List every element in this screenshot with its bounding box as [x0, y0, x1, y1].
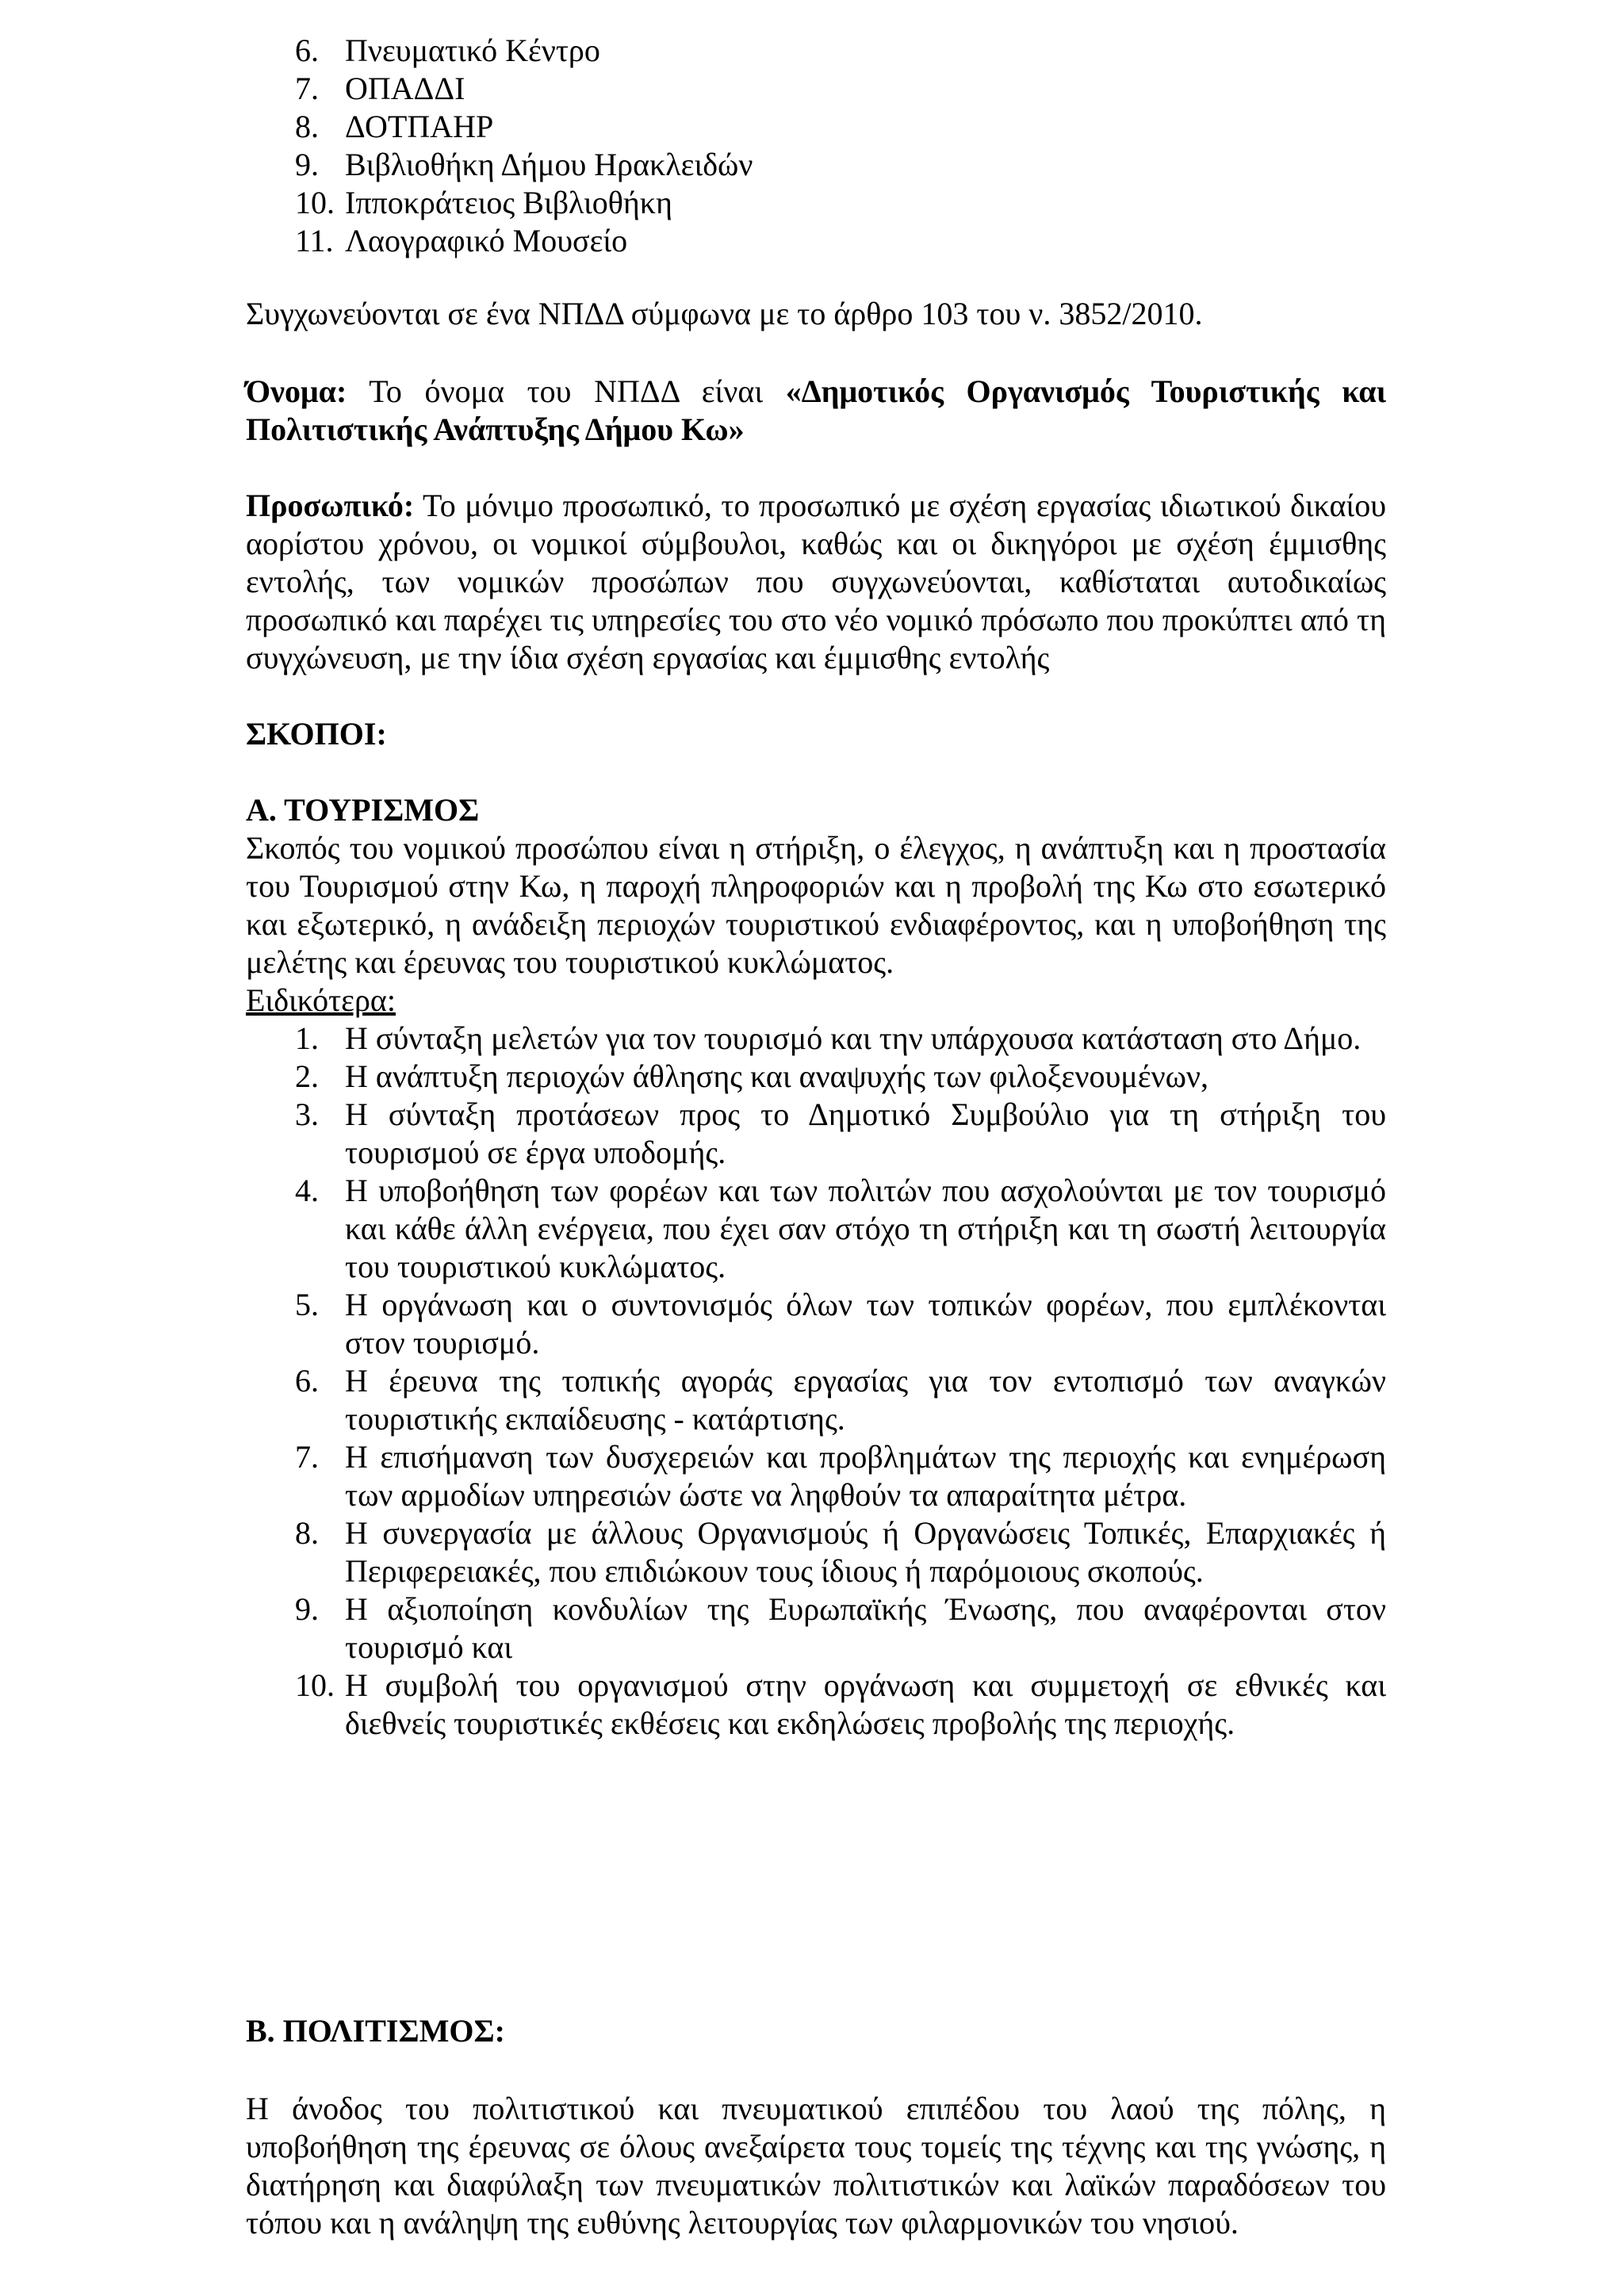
list-item	[246, 1362, 1386, 1438]
list-item-number: 10.	[295, 1667, 335, 1703]
list-item	[246, 1590, 1386, 1667]
list-item	[246, 1286, 1386, 1362]
list-item-number: 10.	[295, 185, 335, 220]
merge-statement: Συγχωνεύονται σε ένα ΝΠΔΔ σύμφωνα με το άρθρο 103 του ν. 3852/2010.	[246, 296, 1203, 331]
list-item-number: 6.	[295, 1363, 319, 1399]
list-item-number: 3.	[295, 1096, 319, 1132]
list-item	[246, 1096, 1386, 1172]
list-item-number: 5.	[295, 1287, 319, 1322]
list-item-text: Η ανάπτυξη περιοχών άθλησης και αναψυχής των φιλοξενουμένων,	[345, 1058, 1208, 1094]
list-item-number: 8.	[295, 1515, 319, 1551]
goals-heading: ΣΚΟΠΟΙ:	[246, 716, 387, 752]
list-item-number: 6.	[295, 33, 319, 68]
list-item-number: 7.	[295, 1439, 319, 1475]
list-item-text: Η υποβοήθηση των φορέων και των πολιτών που ασχολούνται με τον τουρισμό και κάθε άλλη ενέργεια, που έχει σαν στόχο τη στήριξη και τη σωστή λειτουργία του τουριστικού κυκλώματος.	[345, 1173, 1386, 1284]
list-item-text: Λαογραφικό Μουσείο	[345, 223, 628, 258]
list-item-number: 9.	[295, 1591, 319, 1627]
list-item	[246, 1058, 1386, 1096]
name-text: Το όνομα του ΝΠΔΔ είναι	[347, 373, 786, 409]
list-item-text: ΔΟΤΠΑΗΡ	[345, 109, 494, 144]
staff-label: Προσωπικό:	[246, 488, 415, 523]
list-item-text: Η οργάνωση και ο συντονισμός όλων των τοπικών φορέων, που εμπλέκονται στον τουρισμό.	[345, 1287, 1386, 1360]
list-item	[246, 1667, 1386, 1743]
list-item-text: ΟΠΑΔΔΙ	[345, 71, 465, 106]
name-label: Όνομα:	[246, 373, 347, 409]
list-item-text: Η σύνταξη προτάσεων προς το Δημοτικό Συμβούλιο για τη στήριξη του τουρισμού σε έργα υποδομής.	[345, 1096, 1386, 1170]
list-item-text: Η αξιοποίηση κονδυλίων της Ευρωπαϊκής Ένωσης, που αναφέρονται στον τουρισμό και	[345, 1591, 1386, 1665]
culture-heading: Β. ΠΟΛΙΤΙΣΜΟΣ:	[246, 2013, 505, 2049]
list-item-text: Πνευματικό Κέντρο	[345, 33, 600, 68]
culture-intro: Η άνοδος του πολιτιστικού και πνευματικού επιπέδου του λαού της πόλης, η υποβοήθηση της έρευνας σε όλους ανεξαίρετα τους τομείς της τέχνης και της γνώσης, η διατήρηση και διαφύλαξη των πνευματικών πολιτιστικών και λαϊκών παραδόσεων του τόπου και η ανάληψη της ευθύνης λειτουργίας των φιλαρμονικών του νησιού.	[246, 2091, 1386, 2241]
list-item	[246, 70, 1386, 108]
list-item	[246, 1020, 1386, 1058]
list-item-number: 1.	[295, 1020, 319, 1056]
list-item	[246, 222, 1386, 260]
list-item	[246, 146, 1386, 184]
tourism-heading: Α. ΤΟΥΡΙΣΜΟΣ	[246, 792, 480, 828]
organization-name: «Δημοτικός Οργανισμός Τουριστικής και Πολιτιστικής Ανάπτυξης Δήμου Κω»	[246, 373, 1386, 447]
list-item-number: 7.	[295, 71, 319, 106]
list-item	[246, 184, 1386, 222]
list-item	[246, 1172, 1386, 1286]
specifics-label: Ειδικότερα:	[246, 982, 396, 1018]
list-item-number: 2.	[295, 1058, 319, 1094]
list-item-number: 4.	[295, 1173, 319, 1208]
name-paragraph	[246, 373, 1386, 449]
list-item-text: Η σύνταξη μελετών για τον τουρισμό και την υπάρχουσα κατάσταση στο Δήμο.	[345, 1020, 1362, 1056]
list-item	[246, 32, 1386, 70]
list-item-number: 9.	[295, 147, 319, 182]
list-item	[246, 1514, 1386, 1590]
tourism-goals-list	[246, 1020, 1386, 1743]
list-item-text: Η συνεργασία με άλλους Οργανισμούς ή Οργανώσεις Τοπικές, Επαρχιακές ή Περιφερειακές, που επιδιώκουν τους ίδιους ή παρόμοιους σκοπούς.	[345, 1515, 1386, 1589]
list-item-number: 8.	[295, 109, 319, 144]
list-item-text: Η έρευνα της τοπικής αγοράς εργασίας για τον εντοπισμό των αναγκών τουριστικής εκπαίδευσης - κατάρτισης.	[345, 1363, 1386, 1437]
tourism-intro: Σκοπός του νομικού προσώπου είναι η στήριξη, ο έλεγχος, η ανάπτυξη και η προστασία του Τουρισμού στην Κω, η παροχή πληροφοριών και η προβολή της Κω στο εσωτερικό και εξωτερικό, η ανάδειξη περιοχών τουριστικού ενδιαφέροντος, και η υποβοήθηση της μελέτης και έρευνας του τουριστικού κυκλώματος.	[246, 830, 1386, 980]
list-item	[246, 1438, 1386, 1514]
list-item	[246, 108, 1386, 146]
merged-entities-list	[246, 32, 1386, 260]
list-item-text: Η συμβολή του οργανισμού στην οργάνωση και συμμετοχή σε εθνικές και διεθνείς τουριστικές εκθέσεις και εκδηλώσεις προβολής της περιοχής.	[345, 1667, 1386, 1741]
list-item-text: Η επισήμανση των δυσχερειών και προβλημάτων της περιοχής και ενημέρωση των αρμοδίων υπηρεσιών ώστε να ληφθούν τα απαραίτητα μέτρα.	[345, 1439, 1386, 1513]
list-item-number: 11.	[295, 223, 334, 258]
staff-text: Το μόνιμο προσωπικό, το προσωπικό με σχέση εργασίας ιδιωτικού δικαίου αορίστου χρόνου, οι νομικοί σύμβουλοι, καθώς και οι δικηγόροι με σχέση έμμισθης εντολής, των νομικών προσώπων που συγχωνεύονται, καθίσταται αυτοδικαίως προσωπικό και παρέχει τις υπηρεσίες του στο νέο νομικό πρόσωπο που προκύπτει από τη συγχώνευση, με την ίδια σχέση εργασίας και έμμισθης εντολής	[246, 488, 1386, 675]
staff-paragraph	[246, 487, 1386, 677]
list-item-text: Βιβλιοθήκη Δήμου Ηρακλειδών	[345, 147, 753, 182]
list-item-text: Ιπποκράτειος Βιβλιοθήκη	[345, 185, 672, 220]
